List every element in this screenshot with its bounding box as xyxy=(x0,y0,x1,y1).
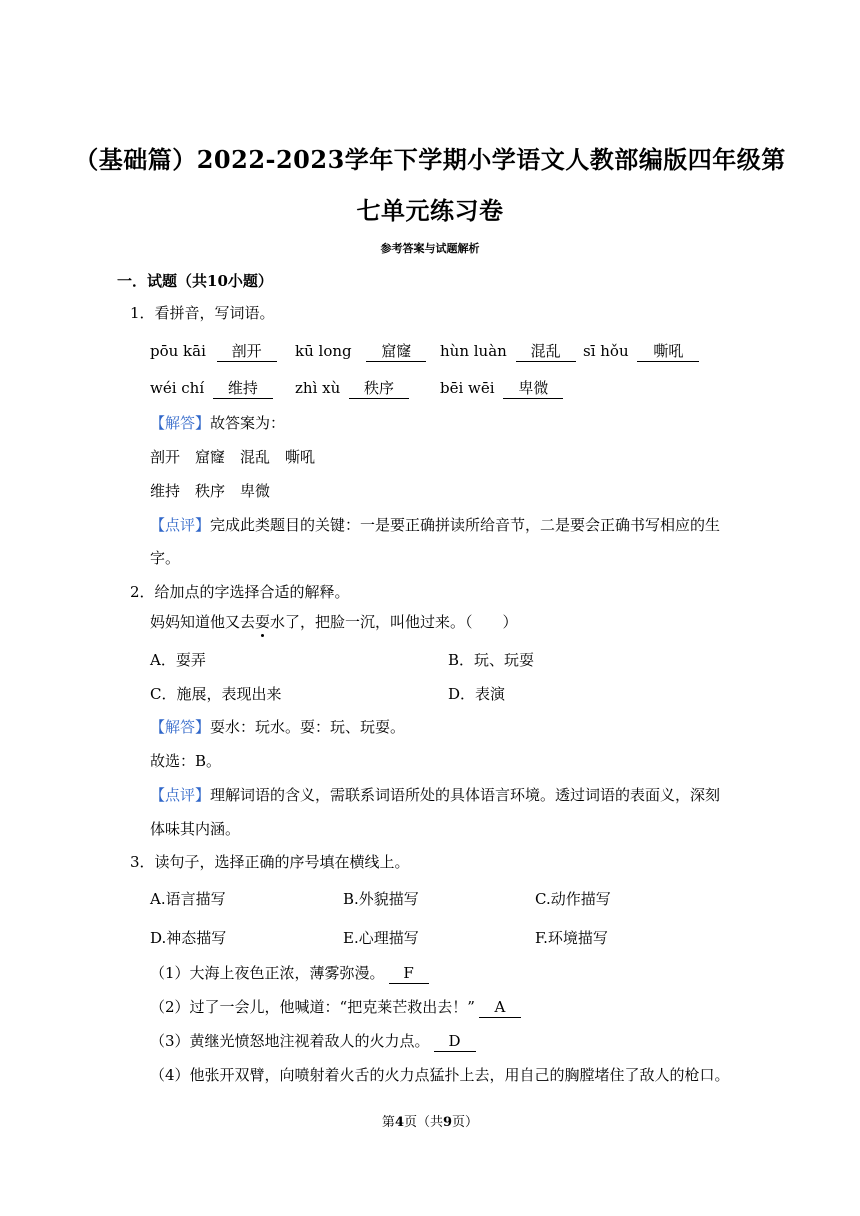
q3-option-e: E.心理描写 xyxy=(343,929,419,947)
q3-answer-blank-3: D xyxy=(434,1031,476,1052)
q1-item xyxy=(150,341,277,362)
q3-sentence-3-text: （3）黄继光愤怒地注视着敌人的火力点。 xyxy=(150,1032,430,1050)
q3-sentence-4: （4）他张开双臂，向喷射着火舌的火力点猛扑上去，用自己的胸膛堵住了敌人的枪口。 xyxy=(150,1066,730,1084)
q2-option-b: B．玩、玩耍 xyxy=(448,651,535,669)
q1-pinyin: kū long xyxy=(295,342,352,360)
q2-sentence xyxy=(150,612,518,632)
q1-answer-blank: 混乱 xyxy=(516,341,576,362)
dianping-text: 完成此类题目的关键：一是要正确拼读所给音节，二是要会正确书写相应的生 xyxy=(210,516,721,534)
q1-item xyxy=(295,341,426,362)
q1-answer-blank: 窟窿 xyxy=(366,341,426,362)
q3-answer-blank-1: F xyxy=(389,963,429,984)
q2-dianping xyxy=(150,785,720,805)
page-footer xyxy=(0,1111,860,1130)
page-title-line2: 七单元练习卷 xyxy=(356,196,504,225)
dianping-tag: 【点评】 xyxy=(150,786,211,804)
q1-answer-blank: 秩序 xyxy=(349,378,409,399)
q1-answer-blank: 卑微 xyxy=(503,378,563,399)
q3-sentence-1 xyxy=(150,963,429,984)
q1-jieda xyxy=(150,413,285,433)
q2-sentence-end: 水了，把脸一沉，叫他过来。（ ） xyxy=(270,613,518,631)
q1-stem: 1．看拼音，写词语。 xyxy=(130,304,275,322)
q2-choice: 故选：B。 xyxy=(150,752,222,770)
q3-sentence-1-text: （1）大海上夜色正浓，薄雾弥漫。 xyxy=(150,964,385,982)
q1-answers-line2: 维持 秩序 卑微 xyxy=(150,482,271,500)
q3-sentence-3 xyxy=(150,1031,476,1052)
q1-answer-blank: 维持 xyxy=(213,378,273,399)
jieda-text: 耍水：玩水。耍：玩、玩耍。 xyxy=(210,718,406,736)
q2-jieda xyxy=(150,717,405,737)
q1-pinyin: zhì xù xyxy=(295,379,341,397)
q3-option-d: D.神态描写 xyxy=(150,929,227,947)
q3-option-a: A.语言描写 xyxy=(150,890,226,908)
q2-dianping-cont: 体味其内涵。 xyxy=(150,820,241,838)
footer-prefix: 第 xyxy=(381,1115,395,1130)
footer-page-number: 4 xyxy=(394,1115,404,1130)
q3-option-f: F.环境描写 xyxy=(535,929,608,947)
q1-pinyin: bēi wēi xyxy=(440,379,495,397)
q1-dianping-cont: 字。 xyxy=(150,549,181,567)
section-heading: 一．试题（共10小题） xyxy=(117,272,273,290)
q2-sentence-start: 妈妈知道他又去 xyxy=(150,613,256,631)
jieda-text: 故答案为： xyxy=(210,414,286,432)
q1-pinyin: wéi chí xyxy=(150,379,205,397)
q2-option-d: D．表演 xyxy=(448,685,506,703)
q2-option-a: A．耍弄 xyxy=(150,651,206,669)
footer-total-pages: 9 xyxy=(443,1115,453,1130)
q3-stem: 3．读句子，选择正确的序号填在横线上。 xyxy=(130,853,410,871)
q1-answer-blank: 嘶吼 xyxy=(637,341,699,362)
q1-pinyin: pōu kāi xyxy=(150,342,206,360)
page-subtitle: 参考答案与试题解析 xyxy=(380,242,480,255)
dianping-tag: 【点评】 xyxy=(150,516,211,534)
jieda-tag: 【解答】 xyxy=(150,414,211,432)
q3-sentence-2 xyxy=(150,997,521,1018)
q3-option-b: B.外貌描写 xyxy=(343,890,419,908)
page-title-line1: （基础篇）2022-2023学年下学期小学语文人教部编版四年级第 xyxy=(74,145,786,174)
q1-answer-blank: 剖开 xyxy=(217,341,277,362)
q1-item xyxy=(440,341,576,362)
q1-answers-line1: 剖开 窟窿 混乱 嘶吼 xyxy=(150,448,316,466)
q1-pinyin: sī hǒu xyxy=(583,342,629,360)
q2-stem: 2．给加点的字选择合适的解释。 xyxy=(130,583,350,601)
q1-dianping xyxy=(150,515,720,535)
q1-item xyxy=(150,378,273,399)
q1-pinyin: hùn luàn xyxy=(440,342,507,360)
q3-sentence-2-text: （2）过了一会儿，他喊道：“把克莱芒救出去！” xyxy=(150,998,475,1016)
q3-option-c: C.动作描写 xyxy=(535,890,611,908)
q1-item xyxy=(295,378,409,399)
q3-answer-blank-2: A xyxy=(479,997,521,1018)
q1-item xyxy=(583,341,699,362)
q1-item xyxy=(440,378,563,399)
q2-dotted-char: 耍 xyxy=(255,613,271,631)
dianping-text: 理解词语的含义，需联系词语所处的具体语言环境。透过词语的表面义，深刻 xyxy=(210,786,721,804)
jieda-tag: 【解答】 xyxy=(150,718,211,736)
q2-option-c: C．施展，表现出来 xyxy=(150,685,282,703)
footer-mid: 页（共 xyxy=(403,1115,443,1130)
footer-suffix: 页） xyxy=(452,1115,479,1130)
